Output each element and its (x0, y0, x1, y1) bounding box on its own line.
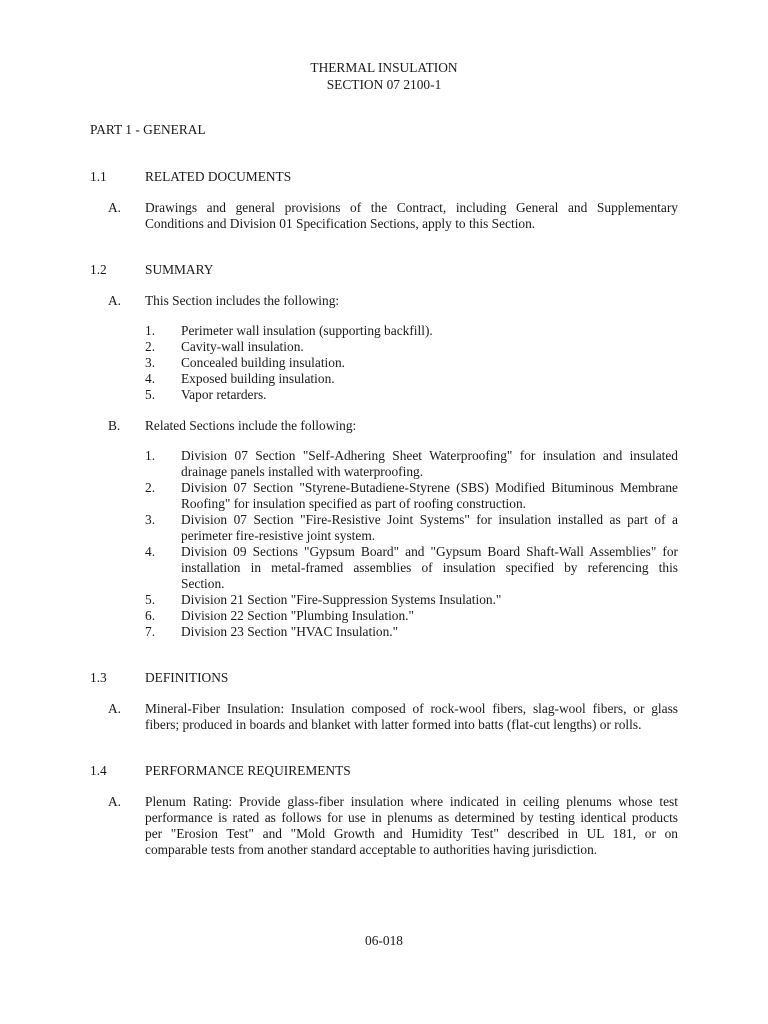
paragraph-label: A. (108, 293, 122, 308)
list-number: 3. (145, 355, 156, 370)
list-text: Concealed building insulation. (181, 355, 346, 370)
list-text: Division 23 Section "HVAC Insulation." (181, 624, 399, 639)
list-line: Division 07 Section "Styrene-Butadiene-Styrene (SBS) Modified Bituminous Membrane (181, 480, 678, 495)
list-number: 2. (145, 339, 156, 354)
list-text: Cavity-wall insulation. (181, 339, 304, 354)
list-text: Division 22 Section "Plumbing Insulation." (181, 608, 414, 623)
document-title: THERMAL INSULATION (310, 60, 458, 75)
list-number: 1. (145, 323, 156, 338)
section-1-1-number: 1.1 (90, 169, 107, 184)
list-number: 3. (145, 512, 156, 527)
paragraph-line: comparable tests from another standard acceptable to authorities having jurisdiction. (145, 842, 598, 857)
paragraph-text: Related Sections include the following: (145, 418, 357, 433)
part-heading: PART 1 - GENERAL (90, 122, 206, 137)
paragraph-line: Conditions and Division 01 Specification Sections, apply to this Section. (145, 216, 536, 231)
section-1-2-title: SUMMARY (145, 262, 214, 277)
section-number: SECTION 07 2100-1 (326, 77, 442, 92)
section-1-2-number: 1.2 (90, 262, 107, 277)
list-number: 6. (145, 608, 156, 623)
list-line: Division 07 Section "Fire-Resistive Joint Systems" for insulation installed as part of a (181, 512, 678, 527)
paragraph-label: A. (108, 701, 122, 716)
list-number: 5. (145, 592, 156, 607)
paragraph-line: Mineral-Fiber Insulation: Insulation composed of rock-wool fibers, slag-wool fibers, or glass (145, 701, 678, 716)
paragraph-label: A. (108, 200, 122, 215)
list-line: installation in metal-framed assemblies of insulation specified by referencing this (181, 560, 678, 575)
section-1-4-title: PERFORMANCE REQUIREMENTS (145, 763, 351, 778)
list-line: Division 09 Sections "Gypsum Board" and "Gypsum Board Shaft-Wall Assemblies" for (181, 544, 678, 559)
list-number: 7. (145, 624, 156, 639)
paragraph-label: B. (108, 418, 121, 433)
list-number: 4. (145, 371, 156, 386)
paragraph-line: performance is rated as follows for use in plenums as determined by testing identical products (145, 810, 678, 825)
list-text: Perimeter wall insulation (supporting backfill). (181, 323, 433, 338)
section-1-3-title: DEFINITIONS (145, 670, 229, 685)
list-line: Roofing" for insulation specified as part of roofing construction. (181, 496, 526, 511)
list-text: Division 21 Section "Fire-Suppression Systems Insulation." (181, 592, 502, 607)
document-header (0, 59, 768, 93)
section-1-4-number: 1.4 (90, 763, 107, 778)
paragraph-line: Drawings and general provisions of the Contract, including General and Supplementary (145, 200, 678, 215)
list-number: 5. (145, 387, 156, 402)
list-line: perimeter fire-resistive joint system. (181, 528, 376, 543)
paragraph-line: fibers; produced in boards and blanket with latter formed into batts (flat-cut lengths) or rolls. (145, 717, 642, 732)
list-number: 4. (145, 544, 156, 559)
list-line: drainage panels installed with waterproofing. (181, 464, 424, 479)
paragraph-text: This Section includes the following: (145, 293, 340, 308)
list-text: Exposed building insulation. (181, 371, 335, 386)
paragraph-label: A. (108, 794, 122, 809)
section-1-3-number: 1.3 (90, 670, 107, 685)
list-number: 2. (145, 480, 156, 495)
list-line: Section. (181, 576, 225, 591)
paragraph-line: Plenum Rating: Provide glass-fiber insulation where indicated in ceiling plenums whose test (145, 794, 678, 809)
list-line: Division 07 Section "Self-Adhering Sheet Waterproofing" for insulation and insulated (181, 448, 678, 463)
list-text: Vapor retarders. (181, 387, 267, 402)
page-footer: 06-018 (365, 933, 403, 948)
section-1-1-title: RELATED DOCUMENTS (145, 169, 292, 184)
paragraph-line: per "Erosion Test" and "Mold Growth and Humidity Test" described in UL 181, or on (145, 826, 678, 841)
list-number: 1. (145, 448, 156, 463)
